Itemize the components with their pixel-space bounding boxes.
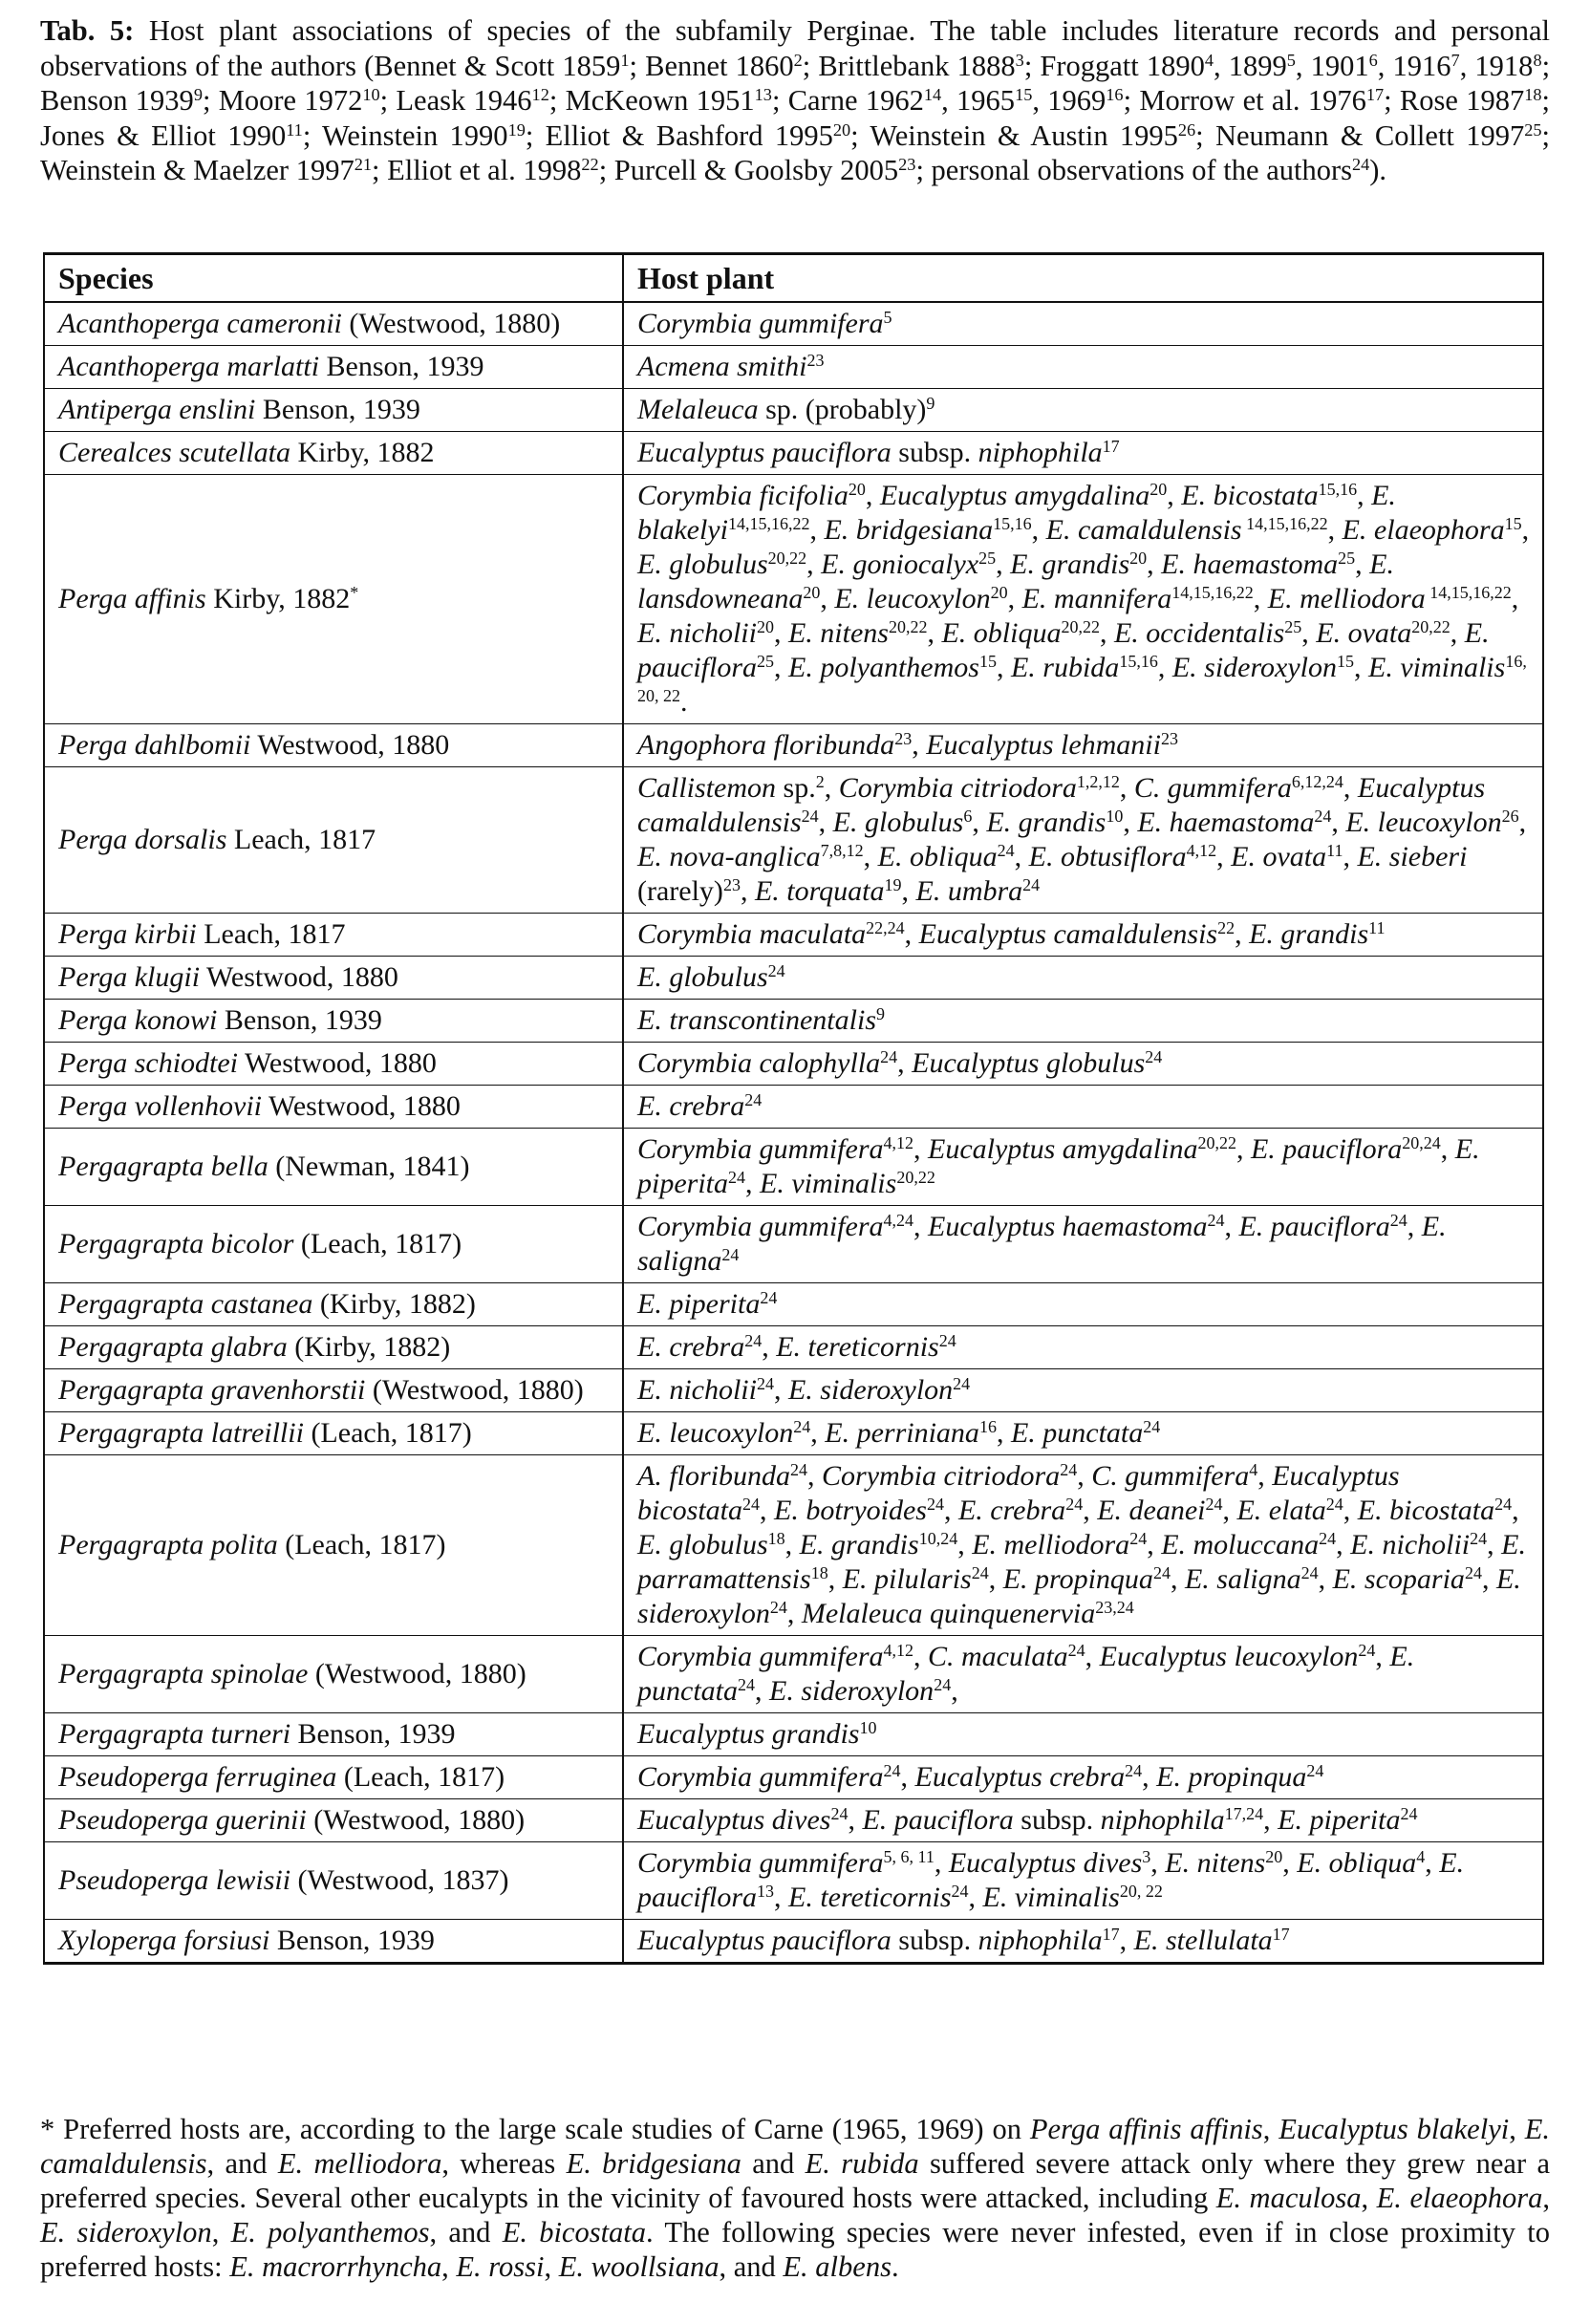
host-plant-cell: Corymbia calophylla$^{24}$, Eucalyptus globulus$^{24}$ [623,1043,1543,1086]
species-cell: Antiperga enslini Benson, 1939 [44,389,623,432]
host-plant-cell: Corymbia gummifera$^{24}$, Eucalyptus crebra$^{24}$, E. propinqua$^{24}$ [623,1756,1543,1799]
host-plant-cell: E. piperita$^{24}$ [623,1283,1543,1326]
host-plant-cell: Corymbia maculata$^{22,24}$, Eucalyptus camaldulensis$^{22}$, E. grandis$^{11}$ [623,914,1543,957]
species-cell: Pergagrapta latreillii (Leach, 1817) [44,1412,623,1455]
host-plant-cell: Acmena smithi$^{23}$ [623,346,1543,389]
species-cell: Pergagrapta castanea (Kirby, 1882) [44,1283,623,1326]
species-cell: Pergagrapta turneri Benson, 1939 [44,1713,623,1756]
table-footnote: * Preferred hosts are, according to the large scale studies of Carne (1965, 1969) on Perga affinis affinis, Eucalyptus blakelyi, E. camaldulensis, and E. melliodora, whereas E. bridgesiana and E. rubida suffered severe attack only where they grew near a preferred species. Several other eucalypts in the vicinity of favoured hosts were attacked, including E. maculosa, E. elaeophora, E. sideroxylon, E. polyanthemos, and E. bicostata. The following species were never infested, even if in close proximity to preferred hosts: E. macrorrhyncha, E. rossi, E. woollsiana, and E. albens. [40,2113,1551,2283]
species-cell: Perga vollenhovii Westwood, 1880 [44,1086,623,1129]
host-plant-cell: Corymbia gummifera$^{4,12}$, C. maculata$^{24}$, Eucalyptus leucoxylon$^{24}$, E. punctata$^{24}$, E. sideroxylon$^{24}$, [623,1636,1543,1713]
table-row [44,767,1543,914]
species-cell: Xyloperga forsiusi Benson, 1939 [44,1920,623,1964]
species-cell: Cerealces scutellata Kirby, 1882 [44,432,623,475]
species-cell: Pseudoperga guerinii (Westwood, 1880) [44,1799,623,1842]
species-cell: Pergagrapta polita (Leach, 1817) [44,1455,623,1636]
species-cell: Pergagrapta bicolor (Leach, 1817) [44,1206,623,1283]
host-plant-cell: Corymbia ficifolia$^{20}$, Eucalyptus amygdalina$^{20}$, E. bicostata$^{15,16}$, E. blakelyi$^{14,15,16,22}$, E. bridgesiana$^{15,16}$, E. camaldulensis $^{14,15,16,22}$, E. elaeophora$^{15}$, E. globulus$^{20,22}$, E. goniocalyx$^{25}$, E. grandis$^{20}$, E. haemastoma$^{25}$, E. lansdowneana$^{20}$, E. leucoxylon$^{20}$, E. mannifera$^{14,15,16,22}$, E. melliodora $^{14,15,16,22}$, E. nicholii$^{20}$, E. nitens$^{20,22}$, E. obliqua$^{20,22}$, E. occidentalis$^{25}$, E. ovata$^{20,22}$, E. pauciflora$^{25}$, E. polyanthemos$^{15}$, E. rubida$^{15,16}$, E. sideroxylon$^{15}$, E. viminalis$^{16, 20, 22}$. [623,475,1543,724]
host-plant-cell: Corymbia gummifera$^{5, 6, 11}$, Eucalyptus dives$^3$, E. nitens$^{20}$, E. obliqua$^4$, E. pauciflora$^{13}$, E. tereticornis$^{24}$, E. viminalis$^{20, 22}$ [623,1842,1543,1920]
table-row [44,1206,1543,1283]
table-row [44,1920,1543,1964]
species-cell: Perga konowi Benson, 1939 [44,1000,623,1043]
species-cell: Acanthoperga marlatti Benson, 1939 [44,346,623,389]
host-plant-cell: Eucalyptus dives$^{24}$, E. pauciflora subsp. niphophila$^{17,24}$, E. piperita$^{24}$ [623,1799,1543,1842]
host-plant-cell: Corymbia gummifera$^{4,12}$, Eucalyptus amygdalina$^{20,22}$, E. pauciflora$^{20,24}$, E. piperita$^{24}$, E. viminalis$^{20,22}$ [623,1129,1543,1206]
species-cell: Perga dahlbomii Westwood, 1880 [44,724,623,767]
table-body [44,302,1543,1964]
table-row [44,475,1543,724]
species-cell: Perga klugii Westwood, 1880 [44,957,623,1000]
table-row [44,1043,1543,1086]
table-row [44,957,1543,1000]
table-row [44,389,1543,432]
table-row [44,914,1543,957]
table-row [44,1283,1543,1326]
table-row [44,1636,1543,1713]
table-row [44,346,1543,389]
host-plant-cell: Callistemon sp.$^2$, Corymbia citriodora$^{1,2,12}$, C. gummifera$^{6,12,24}$, Eucalyptus camaldulensis$^{24}$, E. globulus$^6$, E. grandis$^{10}$, E. haemastoma$^{24}$, E. leucoxylon$^{26}$, E. nova-anglica$^{7,8,12}$, E. obliqua$^{24}$, E. obtusiflora$^{4,12}$, E. ovata$^{11}$, E. sieberi (rarely)$^{23}$, E. torquata$^{19}$, E. umbra$^{24}$ [623,767,1543,914]
host-plant-cell: Eucalyptus grandis$^{10}$ [623,1713,1543,1756]
table-row [44,1412,1543,1455]
species-cell: Acanthoperga cameronii (Westwood, 1880) [44,302,623,346]
host-plant-cell: E. crebra$^{24}$ [623,1086,1543,1129]
table-header-row [44,254,1543,303]
host-plant-cell: A. floribunda$^{24}$, Corymbia citriodora$^{24}$, C. gummifera$^4$, Eucalyptus bicostata$^{24}$, E. botryoides$^{24}$, E. crebra$^{24}$, E. deanei$^{24}$, E. elata$^{24}$, E. bicostata$^{24}$, E. globulus$^{18}$, E. grandis$^{10,24}$, E. melliodora$^{24}$, E. moluccana$^{24}$, E. nicholii$^{24}$, E. parramattensis$^{18}$, E. pilularis$^{24}$, E. propinqua$^{24}$, E. saligna$^{24}$, E. scoparia$^{24}$, E. sideroxylon$^{24}$, Melaleuca quinquenervia$^{23,24}$ [623,1455,1543,1636]
host-plant-table [43,252,1544,1965]
table-row [44,1799,1543,1842]
table-row [44,1086,1543,1129]
species-cell: Pseudoperga ferruginea (Leach, 1817) [44,1756,623,1799]
table-row [44,1369,1543,1412]
species-cell: Pergagrapta glabra (Kirby, 1882) [44,1326,623,1369]
species-cell: Perga kirbii Leach, 1817 [44,914,623,957]
host-plant-cell: Eucalyptus pauciflora subsp. niphophila$^{17}$ [623,432,1543,475]
species-cell: Pseudoperga lewisii (Westwood, 1837) [44,1842,623,1920]
species-cell: Pergagrapta gravenhorstii (Westwood, 1880) [44,1369,623,1412]
table-row [44,1129,1543,1206]
host-plant-cell: Corymbia gummifera$^5$ [623,302,1543,346]
species-cell: Pergagrapta bella (Newman, 1841) [44,1129,623,1206]
table-row [44,1000,1543,1043]
caption-label: Tab. 5: [40,14,135,47]
host-plant-cell: E. nicholii$^{24}$, E. sideroxylon$^{24}$ [623,1369,1543,1412]
table-row [44,1756,1543,1799]
species-cell: Perga affinis Kirby, 1882* [44,475,623,724]
host-plant-cell: E. crebra$^{24}$, E. tereticornis$^{24}$ [623,1326,1543,1369]
table-row [44,1842,1543,1920]
caption-text: Host plant associations of species of the subfamily Perginae. The table includes literature records and personal observations of the authors (Bennet & Scott 1859$^1$; Bennet 1860$^2$; Brittlebank 1888$^3$; Froggatt 1890$^4$, 1899$^5$, 1901$^6$, 1916$^7$, 1918$^8$; Benson 1939$^9$; Moore 1972$^{10}$; Leask 1946$^{12}$; McKeown 1951$^{13}$; Carne 1962$^{14}$, 1965$^{15}$, 1969$^{16}$; Morrow et al. 1976$^{17}$; Rose 1987$^{18}$; Jones & Elliot 1990$^{11}$; Weinstein 1990$^{19}$; Elliot & Bashford 1995$^{20}$; Weinstein & Austin 1995$^{26}$; Neumann & Collett 1997$^{25}$; Weinstein & Maelzer 1997$^{21}$; Elliot et al. 1998$^{22}$; Purcell & Goolsby 2005$^{23}$; personal observations of the authors$^{24}$). [40,14,1551,186]
table-row [44,1455,1543,1636]
host-plant-cell: Corymbia gummifera$^{4,24}$, Eucalyptus haemastoma$^{24}$, E. pauciflora$^{24}$, E. saligna$^{24}$ [623,1206,1543,1283]
species-column-header: Species [44,254,623,303]
table-row [44,302,1543,346]
table-row [44,432,1543,475]
table-row [44,724,1543,767]
species-cell: Pergagrapta spinolae (Westwood, 1880) [44,1636,623,1713]
table-row [44,1713,1543,1756]
host-plant-cell: Angophora floribunda$^{23}$, Eucalyptus lehmanii$^{23}$ [623,724,1543,767]
host-plant-cell: E. leucoxylon$^{24}$, E. perriniana$^{16}$, E. punctata$^{24}$ [623,1412,1543,1455]
species-cell: Perga schiodtei Westwood, 1880 [44,1043,623,1086]
host-plant-cell: Eucalyptus pauciflora subsp. niphophila$^{17}$, E. stellulata$^{17}$ [623,1920,1543,1964]
table-caption [40,13,1550,188]
host-plant-cell: Melaleuca sp. (probably)$^9$ [623,389,1543,432]
species-cell: Perga dorsalis Leach, 1817 [44,767,623,914]
host-plant-cell: E. transcontinentalis$^9$ [623,1000,1543,1043]
host-plant-column-header: Host plant [623,254,1543,303]
table-row [44,1326,1543,1369]
host-plant-cell: E. globulus$^{24}$ [623,957,1543,1000]
